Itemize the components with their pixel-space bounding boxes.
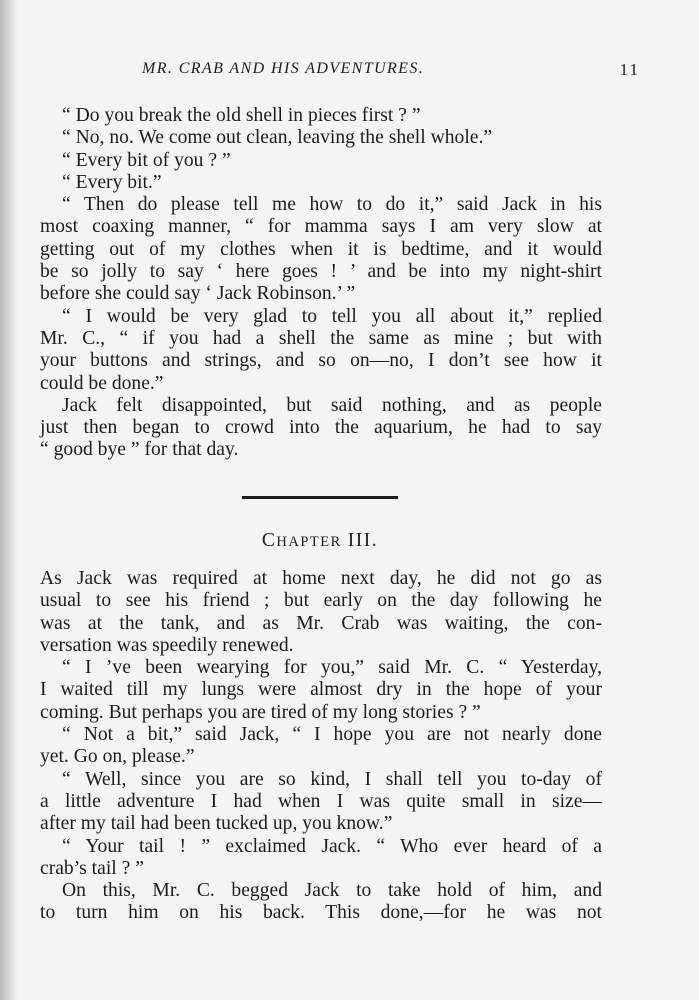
- text-line: “ I would be very glad to tell you all about it,” replied: [62, 305, 602, 327]
- text-line: was at the tank, and as Mr. Crab was waiting, the con-: [40, 612, 602, 634]
- text-line: could be done.”: [40, 372, 164, 394]
- running-header: [40, 60, 660, 86]
- page-gutter-shadow: [0, 0, 18, 1000]
- page-number: 11: [619, 60, 640, 79]
- text-line: your buttons and strings, and so on—no, I don’t see how it: [40, 350, 602, 372]
- text-line: before she could say ‘ Jack Robinson.’ ”: [40, 283, 356, 305]
- text-line: versation was speedily renewed.: [40, 634, 294, 656]
- chapter-heading-numeral: III.: [347, 530, 379, 551]
- text-line: usual to see his friend ; but early on the day following he: [40, 590, 602, 612]
- text-line: “ Well, since you are so kind, I shall tell you to-day of: [62, 768, 602, 790]
- text-block-bottom: [40, 568, 602, 925]
- text-line: “ Every bit.”: [62, 171, 162, 193]
- text-line: As Jack was required at home next day, he did not go as: [40, 568, 602, 589]
- chapter-heading-initial: C: [261, 530, 277, 551]
- text-line: “ Not a bit,” said Jack, “ I hope you are not nearly done: [62, 724, 602, 746]
- text-line: “ No, no. We come out clean, leaving the shell whole.”: [62, 127, 493, 149]
- text-line: to turn him on his back. This done,—for he was not: [40, 902, 602, 924]
- chapter-heading-word: HAPTER: [276, 534, 342, 550]
- running-title: MR. CRAB AND HIS ADVENTURES.: [142, 60, 425, 77]
- text-line: a little adventure I had when I was quite small in size—: [40, 790, 602, 812]
- text-line: crab’s tail ? ”: [40, 857, 144, 879]
- text-line: most coaxing manner, “ for mamma says I am very slow at: [40, 216, 602, 238]
- section-divider-rule: [242, 496, 398, 499]
- text-line: yet. Go on, please.”: [40, 746, 195, 768]
- text-line: Jack felt disappointed, but said nothing, and as people: [62, 394, 602, 416]
- chapter-heading: [0, 530, 640, 552]
- text-line: after my tail had been tucked up, you know.”: [40, 813, 393, 835]
- text-line: On this, Mr. C. begged Jack to take hold of him, and: [62, 880, 602, 902]
- text-line: Mr. C., “ if you had a shell the same as mine ; but with: [40, 327, 602, 349]
- text-line: be so jolly to say ‘ here goes ! ’ and be into my night-shirt: [40, 261, 602, 283]
- text-line: “ Do you break the old shell in pieces first ? ”: [62, 105, 421, 126]
- text-line: “ Your tail ! ” exclaimed Jack. “ Who ever heard of a: [62, 835, 602, 857]
- text-block-top: [40, 105, 602, 462]
- text-line: “ Then do please tell me how to do it,” said Jack in his: [62, 194, 602, 216]
- text-line: I waited till my lungs were almost dry in the hope of your: [40, 679, 602, 701]
- text-line: “ I ’ve been wearying for you,” said Mr. C. “ Yesterday,: [62, 657, 602, 679]
- text-line: “ Every bit of you ? ”: [62, 149, 231, 171]
- text-line: coming. But perhaps you are tired of my long stories ? ”: [40, 701, 481, 723]
- text-line: just then began to crowd into the aquarium, he had to say: [40, 417, 602, 439]
- text-line: “ good bye ” for that day.: [40, 439, 239, 461]
- text-line: getting out of my clothes when it is bedtime, and it would: [40, 238, 602, 260]
